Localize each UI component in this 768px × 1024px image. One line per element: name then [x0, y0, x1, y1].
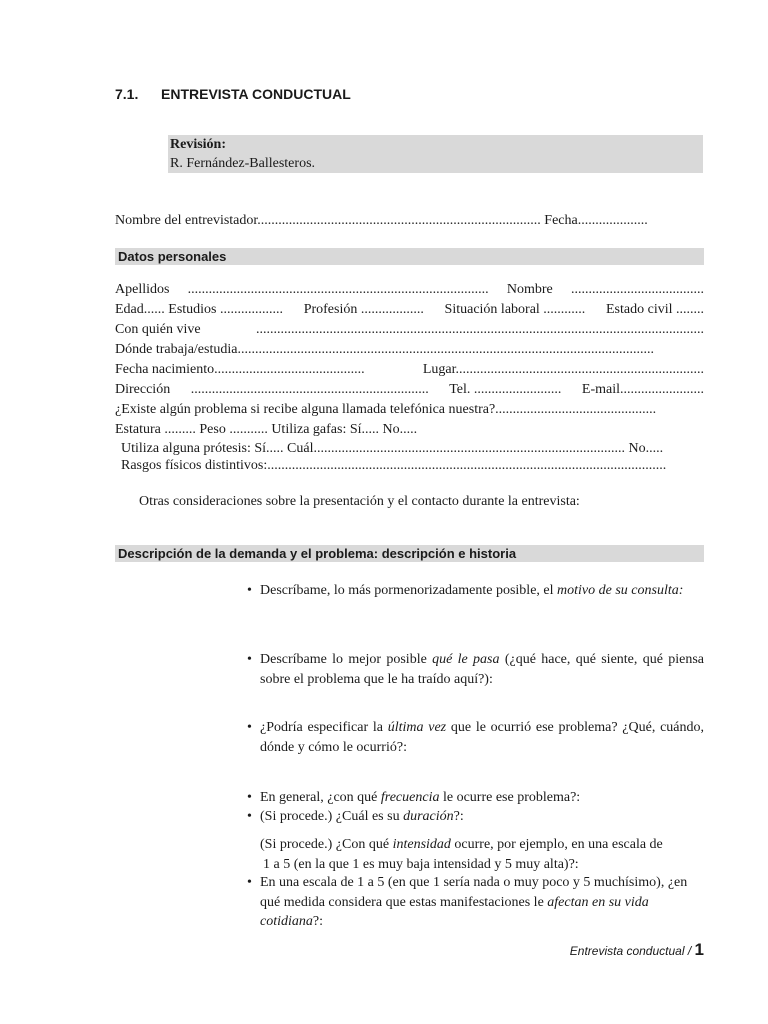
field-label: Dónde trabaja/estudia....................................................................................................................... [115, 342, 654, 357]
field-dots: ................................................................................................................................ [256, 322, 704, 337]
list-item: • ¿Podría especificar la última vez que le ocurrió ese problema? ¿Qué, cuándo, dónde y cómo le ocurrió?: [247, 720, 705, 755]
field-label: Profesión .................. [303, 302, 424, 317]
field-label: Fecha nacimiento........................................... [115, 362, 365, 377]
page-number: 1 [694, 940, 704, 959]
list-item: • En una escala de 1 a 5 (en que 1 sería nada o muy poco y 5 muchísimo), ¿en qué medida considera que estas manifestaciones le afectan en su vida cotidiana?: [247, 875, 688, 929]
field-label: E-mail........................ [581, 382, 704, 397]
list-item: • Descríbame, lo más pormenorizadamente posible, el motivo de su consulta: [247, 581, 704, 601]
interviewer-line: Nombre del entrevistador................................................................................. Fecha.................... [115, 213, 648, 228]
field-label: Apellidos [115, 282, 170, 297]
footer-text: Entrevista conductual [569, 944, 685, 958]
demand-heading-text: Descripción de la demanda y el problema: descripción e historia [118, 546, 517, 561]
field-label: Situación laboral ............ [444, 302, 586, 317]
bullet-glyph: • [247, 809, 252, 824]
intensity-paragraph: (Si procede.) ¿Con qué intensidad ocurre, por ejemplo, en una escala de 1 a 5 (en la que 1 es muy baja intensidad y 5 muy alta)?: [260, 837, 663, 872]
revision-author: R. Fernández-Ballesteros. [170, 156, 316, 171]
section-number: 7.1. [115, 86, 139, 102]
revision-box [168, 135, 703, 173]
bullet-glyph: • [247, 790, 252, 805]
page-footer [570, 940, 704, 960]
demand-heading [115, 545, 704, 562]
field-label: Lugar....................................................................... [422, 362, 704, 377]
field-label: Nombre [506, 282, 553, 297]
field-label: Con quién vive [115, 322, 201, 337]
field-line-prosthesis: Utiliza alguna prótesis: Sí..... Cuál......................................................................................... No..... [121, 441, 664, 456]
field-line-phone-problem [115, 402, 704, 418]
section-title: ENTREVISTA CONDUCTUAL [161, 86, 351, 102]
field-dots: ...................................... [571, 282, 704, 297]
field-line-age [115, 302, 704, 318]
other-considerations: Otras consideraciones sobre la presentación y el contacto durante la entrevista: [139, 494, 580, 509]
footer-separator: / [687, 944, 692, 958]
field-dots: ...................................................................................... [187, 282, 489, 297]
personal-data-heading [115, 248, 704, 265]
field-label: ¿Existe algún problema si recibe alguna llamada telefónica nuestra?.............................................. [115, 402, 657, 417]
field-line-workplace [115, 342, 704, 358]
list-item: • En general, ¿con qué frecuencia le ocurre ese problema?: [247, 788, 704, 808]
field-line-lives-with [115, 322, 704, 338]
bullet-glyph: • [247, 720, 252, 735]
field-line-address [115, 382, 704, 398]
bullet-glyph: • [247, 652, 252, 667]
field-label: Estado civil ........ [606, 302, 704, 317]
demand-questions [247, 581, 704, 941]
list-item: • (Si procede.) ¿Cuál es su duración?: [247, 807, 704, 827]
field-line-height [115, 422, 704, 438]
field-label: Dirección [115, 382, 171, 397]
field-dots: .................................................................... [190, 382, 429, 397]
field-line-birth [115, 362, 704, 378]
list-item: • Descríbame lo mejor posible qué le pasa (¿qué hace, qué siente, qué piensa sobre el problema que le ha traído aquí?): [247, 652, 704, 687]
field-label: Edad...... Estudios .................. [115, 302, 283, 317]
section-heading [115, 86, 351, 102]
bullet-glyph: • [247, 583, 252, 598]
field-label: Tel. ......................... [449, 382, 562, 397]
personal-data-heading-text: Datos personales [118, 249, 227, 264]
bullet-glyph: • [247, 875, 252, 890]
revision-label: Revisión: [170, 137, 226, 152]
field-line-surname [115, 282, 704, 298]
field-label: Estatura ......... Peso ........... Utiliza gafas: Sí..... No..... [115, 422, 418, 437]
field-line-features: Rasgos físicos distintivos:.................................................................................................................. [121, 458, 667, 473]
